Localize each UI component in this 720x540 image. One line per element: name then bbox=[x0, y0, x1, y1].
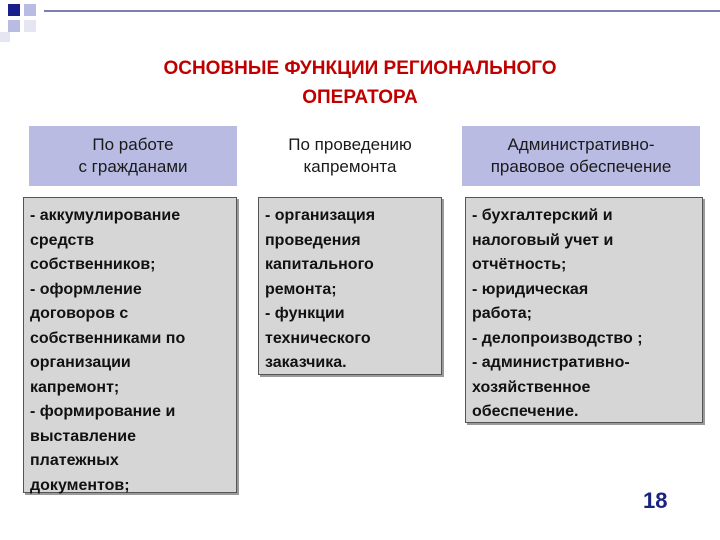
header-line: По работе bbox=[92, 135, 174, 154]
function-line: отчётность; bbox=[472, 256, 567, 273]
function-line: - формирование и bbox=[30, 403, 176, 420]
decor-square bbox=[0, 32, 10, 42]
function-line: ремонта; bbox=[265, 280, 337, 298]
function-line: - делопроизводство ; bbox=[472, 329, 643, 347]
function-line: проведения bbox=[265, 231, 361, 249]
header-line: с гражданами bbox=[78, 157, 188, 176]
decor-square bbox=[8, 20, 20, 32]
column-header-admin bbox=[462, 126, 700, 186]
function-line: - аккумулирование bbox=[30, 207, 181, 224]
function-line: договоров с bbox=[30, 305, 129, 322]
header-line: Административно- bbox=[507, 135, 655, 154]
function-line: - оформление bbox=[30, 280, 142, 298]
slide-title-line2: ОПЕРАТОРА bbox=[302, 87, 418, 108]
header-line: капремонта bbox=[303, 157, 397, 176]
function-box-repair bbox=[258, 197, 442, 375]
column-header-repair bbox=[258, 126, 442, 186]
function-line: работа; bbox=[472, 305, 532, 322]
decor-square bbox=[24, 4, 36, 16]
column-header-citizens bbox=[29, 126, 237, 186]
function-line: налоговый учет и bbox=[472, 231, 614, 249]
header-line: По проведению bbox=[288, 135, 412, 154]
function-line: - функции bbox=[265, 305, 345, 322]
slide-title-line1: ОСНОВНЫЕ ФУНКЦИИ РЕГИОНАЛЬНОГО bbox=[163, 58, 557, 79]
function-line: - бухгалтерский и bbox=[472, 207, 613, 224]
function-line: обеспечение. bbox=[472, 403, 579, 420]
page-number: 18 bbox=[643, 488, 668, 513]
function-box-admin bbox=[465, 197, 703, 423]
header-line: правовое обеспечение bbox=[490, 157, 672, 176]
function-line: хозяйственное bbox=[472, 378, 591, 396]
function-line: выставление bbox=[30, 427, 137, 445]
decor-square bbox=[24, 20, 36, 32]
function-line: платежных bbox=[30, 452, 119, 469]
function-line: средств bbox=[30, 231, 95, 249]
function-line: капитального bbox=[265, 256, 374, 273]
function-line: - административно- bbox=[472, 354, 630, 371]
function-line: документов; bbox=[30, 476, 130, 494]
function-line: капремонт; bbox=[30, 378, 120, 396]
top-rule bbox=[44, 10, 720, 12]
function-line: - юридическая bbox=[472, 280, 589, 298]
decor-square bbox=[8, 4, 20, 16]
function-line: - организация bbox=[265, 207, 376, 224]
function-line: собственниками по bbox=[30, 329, 186, 347]
function-line: организации bbox=[30, 354, 131, 371]
function-line: заказчика. bbox=[265, 354, 347, 371]
function-box-citizens bbox=[23, 197, 237, 493]
function-line: технического bbox=[265, 329, 371, 347]
function-line: собственников; bbox=[30, 256, 156, 273]
